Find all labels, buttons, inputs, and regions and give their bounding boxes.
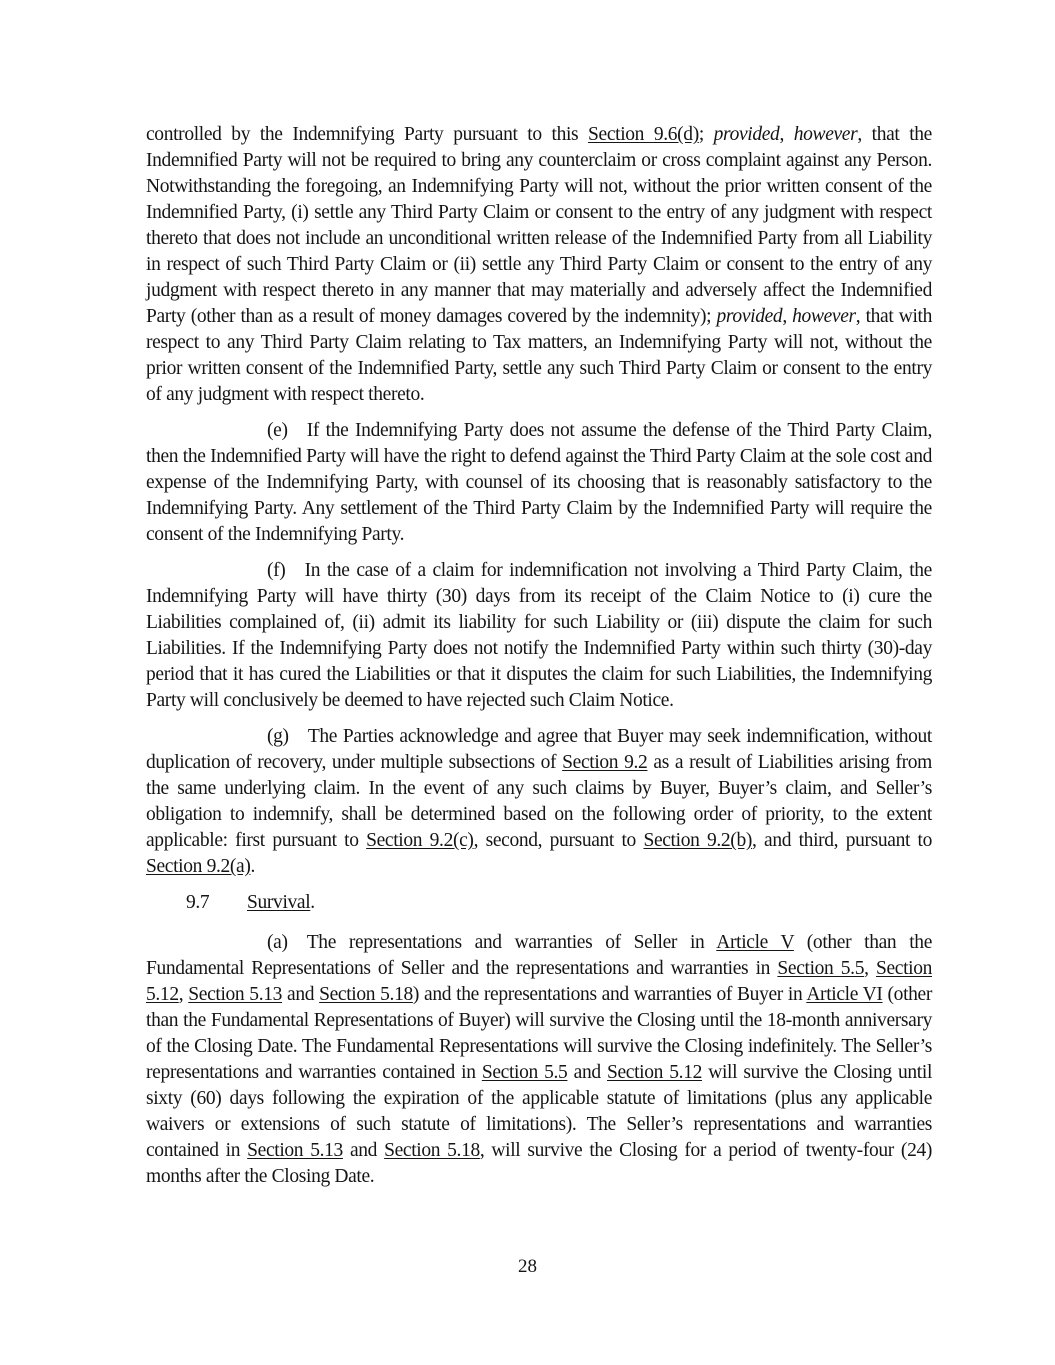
- page-number: 28: [518, 1256, 537, 1277]
- text-run: .: [310, 892, 315, 913]
- section-reference: Section 5.12: [146, 958, 933, 1005]
- text-run: , will survive the Closing for a period of twenty-four (24) months after the Closing Date.: [146, 1140, 933, 1187]
- text-run: provided: [713, 124, 780, 145]
- text-run: and: [282, 984, 320, 1005]
- text-run: , second, pursuant to: [473, 830, 644, 851]
- heading-9-7-survival: [146, 890, 932, 916]
- text-run: however: [792, 306, 856, 327]
- section-reference: Section 9.2(b): [643, 830, 752, 851]
- text-run: and: [342, 1140, 385, 1161]
- text-run: (other than the Fundamental Representations of Buyer) will survive the Closing until the 18-month anniversary of the Closing Date. The Fundamental Representations will survive the Closing indefinitely. The Seller’s representations and warranties contained in: [146, 984, 932, 1083]
- text-run: (other than the Fundamental Representations of Seller and the representations and warranties in: [146, 932, 933, 979]
- section-reference: Section 5.5: [777, 958, 865, 979]
- section-reference: Section 5.18: [384, 1140, 480, 1161]
- text-run: ,: [779, 124, 794, 145]
- text-run: (g) The Parties acknowledge and agree that Buyer may seek indemnification, without duplication of recovery, under multiple subsections of: [146, 726, 932, 773]
- section-reference: Section 5.13: [188, 984, 283, 1005]
- section-reference: Survival: [247, 892, 311, 913]
- section-reference: Section 5.13: [247, 1140, 343, 1161]
- text-run: , and third, pursuant to: [752, 830, 933, 851]
- text-run: ,: [782, 306, 793, 327]
- section-reference: Section 5.5: [481, 1062, 568, 1083]
- section-reference: Section 9.2(a): [146, 856, 251, 877]
- text-run: as a result of Liabilities arising from the same underlying claim. In the event of any such claims by Buyer, Buyer’s claim, and Seller’s obligation to indemnify, shall be determined based on the following order of priority, to the extent applicable: first pursuant to: [146, 752, 933, 851]
- text-run: ;: [698, 124, 714, 145]
- paragraph-9-6-f: [146, 558, 932, 714]
- text-run: ) and the representations and warranties of Buyer in: [412, 984, 807, 1005]
- text-run: (e) If the Indemnifying Party does not assume the defense of the Third Party Claim, then the Indemnified Party will have the right to defend against the Third Party Claim at the sole cost and expense of the Indemnifying Party, with counsel of its choosing that is reasonably satisfactory to the Indemnifying Party. Any settlement of the Third Party Claim by the Indemnified Party will require the consent of the Indemnifying Party.: [146, 420, 932, 545]
- text-run: however: [793, 124, 858, 145]
- paragraph-9-6-e: [146, 418, 932, 548]
- text-run: provided: [716, 306, 783, 327]
- section-reference: Section 9.6(d): [588, 124, 699, 145]
- section-reference: Section 9.2(c): [366, 830, 474, 851]
- text-run: , that the Indemnified Party will not be required to bring any counterclaim or cross complaint against any Person. Notwithstanding the foregoing, an Indemnifying Party will not, without the prior written consent of the Indemnified Party, (i) settle any Third Party Claim or consent to the entry of any judgment with respect thereto that does not include an unconditional written release of the Indemnified Party from all Liability in respect of such Third Party Claim or (ii) settle any Third Party Claim or consent to the entry of any judgment with respect thereto in any manner that may materially and adversely affect the Indemnified Party (other than as a result of money damages covered by the indemnity);: [146, 124, 932, 327]
- paragraph-9-6-d-continuation: [146, 122, 932, 408]
- section-number: 9.7: [186, 892, 210, 913]
- text-run: will survive the Closing until sixty (60) days following the expiration of the applicable statute of limitations (plus any applicable waivers or extensions of such statute of limitations). The Seller’s representations and warranties contained in: [146, 1062, 933, 1161]
- text-run: controlled by the Indemnifying Party pursuant to this: [146, 124, 589, 145]
- text-run: (a) The representations and warranties of Seller in: [267, 932, 717, 953]
- section-reference: Section 5.12: [607, 1062, 702, 1083]
- text-run: and: [567, 1062, 607, 1083]
- text-run: .: [250, 856, 256, 877]
- section-reference: Section 5.18: [319, 984, 413, 1005]
- paragraph-9-7-a: [146, 930, 932, 1190]
- section-reference: Article V: [716, 932, 794, 953]
- paragraph-9-6-g: [146, 724, 932, 880]
- section-reference: Article VI: [806, 984, 883, 1005]
- document-body: [146, 122, 932, 1200]
- section-reference: Section 9.2: [562, 752, 648, 773]
- text-run: (f) In the case of a claim for indemnification not involving a Third Party Claim, the Indemnifying Party will have thirty (30) days from its receipt of the Claim Notice to (i) cure the Liabilities complained of, (ii) admit its liability for such Liability or (iii) dispute the claim for such Liabilities. If the Indemnifying Party does not notify the Indemnified Party within such thirty (30)-day period that it has cured the Liabilities or that it disputes the claim for such Liabilities, the Indemnifying Party will conclusively be deemed to have rejected such Claim Notice.: [146, 560, 932, 711]
- text-run: ,: [864, 958, 876, 979]
- text-run: , that with respect to any Third Party Claim relating to Tax matters, an Indemnifying Party will not, without the prior written consent of the Indemnified Party, settle any such Third Party Claim or consent to the entry of any judgment with respect thereto.: [146, 306, 932, 405]
- text-run: ,: [178, 984, 189, 1005]
